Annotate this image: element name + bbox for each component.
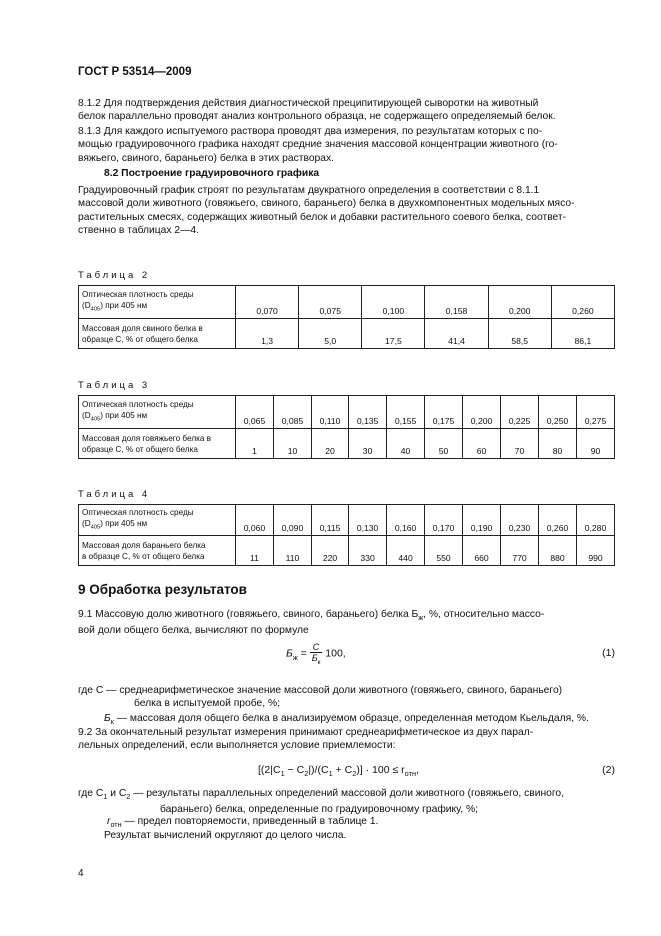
table-cell: 58,5: [488, 319, 551, 349]
row-label: Массовая доля свиного белка в образце C, % от общего белка: [79, 319, 236, 349]
table-cell: 0,200: [463, 396, 501, 429]
table-row: [79, 505, 615, 536]
table-cell: 0,155: [387, 396, 425, 429]
row-label: Массовая доля говяжьего белка в образце C, % от общего белка: [79, 429, 236, 459]
table-cell: 0,170: [425, 505, 463, 536]
formula-1: $Б_ж$ = $\frac{C}{Б_к}$ 100,: [286, 642, 346, 666]
row-label: Оптическая плотность среды $(D_{405})$ при 405 нм: [79, 396, 236, 429]
table-cell: 90: [577, 429, 615, 459]
table-cell: 20: [311, 429, 348, 459]
table-cell: 60: [463, 429, 501, 459]
table-cell: 880: [539, 536, 577, 566]
row-label: Оптическая плотность среды $(D_{405})$ при 405 нм: [79, 286, 236, 319]
table-row: [79, 429, 615, 459]
table-cell: 110: [273, 536, 311, 566]
table-2-caption: Таблица 2: [78, 270, 151, 281]
row-label: Оптическая плотность среды $(D_{405})$ при 405 нм: [79, 505, 236, 536]
table-cell: 1,3: [236, 319, 299, 349]
table-cell: 10: [273, 429, 311, 459]
row-label: Массовая доля бараньего белка в образце C, % от общего белка: [79, 536, 236, 566]
table-cell: 0,115: [311, 505, 348, 536]
table-cell: 40: [387, 429, 425, 459]
document-header: ГОСТ Р 53514—2009: [78, 66, 192, 78]
table-cell: 770: [501, 536, 539, 566]
fraction: $\frac{C}{Б_к}$: [311, 642, 321, 666]
definition-c1-c2: где $C_1$ и $C_2$ — результаты параллельных определений массовой доли животного (говяжьего, свиного, бараньего) белка, определенные по градуировочному графику, %;: [78, 788, 565, 816]
paragraph-8-1-3: 8.1.3 Для каждого испытуемого раствора проводят два измерения, по результатам которых с по- мощью градуировочного графика находят средние значения массовой концентрации животного (го- вяжьего, свиного, бараньего) белка в этих растворах.: [78, 126, 558, 164]
table-cell: 1: [236, 429, 274, 459]
table-cell: 11: [236, 536, 274, 566]
table-row: [79, 536, 615, 566]
table-cell: 440: [387, 536, 425, 566]
definition-r-otn: $r_{отн}$ — предел повторяемости, приведенный в таблице 1.: [107, 816, 379, 830]
table-cell: 330: [349, 536, 387, 566]
table-3: [78, 395, 615, 459]
table-cell: 0,065: [236, 396, 274, 429]
table-cell: 0,175: [425, 396, 463, 429]
table-cell: 550: [425, 536, 463, 566]
table-cell: 30: [349, 429, 387, 459]
table-cell: 86,1: [551, 319, 614, 349]
rounding-note: Результат вычислений округляют до целого числа.: [104, 830, 347, 841]
definition-bk: $Б_к$ — массовая доля общего белка в анализируемом образце, определенная методом Кьельдаля, %.: [104, 713, 589, 727]
table-cell: 70: [501, 429, 539, 459]
section-9-heading: 9 Обработка результатов: [78, 582, 247, 597]
table-cell: 0,085: [273, 396, 311, 429]
definition-c: где C — среднеарифметическое значение массовой доли животного (говяжьего, свиного, бараньего) белка в испытуемой пробе, %;: [78, 685, 563, 710]
table-cell: 41,4: [425, 319, 488, 349]
page-number: 4: [78, 868, 84, 879]
table-cell: 0,130: [349, 505, 387, 536]
table-cell: 0,075: [299, 286, 362, 319]
table-cell: 0,260: [551, 286, 614, 319]
table-4-caption: Таблица 4: [78, 489, 151, 500]
table-cell: 0,230: [501, 505, 539, 536]
table-row: [79, 286, 615, 319]
table-row: [79, 396, 615, 429]
paragraph-9-1: 9.1 Массовую долю животного (говяжьего, свиного, бараньего) белка $Б_ж$, %, относительно массо- вой доли общего белка, вычисляют по формуле: [78, 609, 545, 637]
table-cell: 0,190: [463, 505, 501, 536]
paragraph-8-1-2: 8.1.2 Для подтверждения действия диагностической преципитирующей сыворотки на животный белок параллельно проводят анализ контрольного образца, не содержащего определяемый белок.: [78, 98, 556, 123]
formula-2: $[(2|C_1 - C_2|)/(C_1 + C_2)] \cdot 100 \le r_{отн}$,: [258, 764, 419, 779]
table-cell: 0,070: [236, 286, 299, 319]
table-cell: 0,110: [311, 396, 348, 429]
heading-8-2: 8.2 Построение градуировочного графика: [104, 168, 320, 179]
table-cell: 17,5: [362, 319, 425, 349]
table-cell: 0,090: [273, 505, 311, 536]
paragraph-8-2: Градуировочный график строят по результатам двукратного определения в соответствии с 8.1.1 массовой доли животного (говяжьего, свиного, бараньего) белка в двухкомпонентных модельных мясо- растительных смесях, содержащих животный белок и добавки растительного соевого белка, соответ- ственно в таблицах 2—4.: [78, 185, 575, 237]
table-cell: 80: [539, 429, 577, 459]
table-cell: 0,280: [577, 505, 615, 536]
table-cell: 0,135: [349, 396, 387, 429]
table-cell: 0,200: [488, 286, 551, 319]
table-cell: 0,160: [387, 505, 425, 536]
table-row: [79, 319, 615, 349]
formula-2-number: (2): [602, 764, 615, 776]
table-cell: 0,060: [236, 505, 274, 536]
table-2: [78, 285, 615, 349]
table-cell: 0,100: [362, 286, 425, 319]
table-cell: 220: [311, 536, 348, 566]
table-3-caption: Таблица 3: [78, 380, 151, 391]
table-cell: 0,260: [539, 505, 577, 536]
table-cell: 0,225: [501, 396, 539, 429]
table-cell: 5,0: [299, 319, 362, 349]
table-cell: 0,275: [577, 396, 615, 429]
table-cell: 660: [463, 536, 501, 566]
table-cell: 990: [577, 536, 615, 566]
table-cell: 0,250: [539, 396, 577, 429]
table-cell: 0,158: [425, 286, 488, 319]
formula-1-number: (1): [602, 647, 615, 659]
table-4: [78, 504, 615, 566]
table-cell: 50: [425, 429, 463, 459]
paragraph-9-2: 9.2 За окончательный результат измерения принимают среднеарифметическое из двух парал- лельных определений, если выполняется условие приемлемости:: [78, 727, 534, 752]
